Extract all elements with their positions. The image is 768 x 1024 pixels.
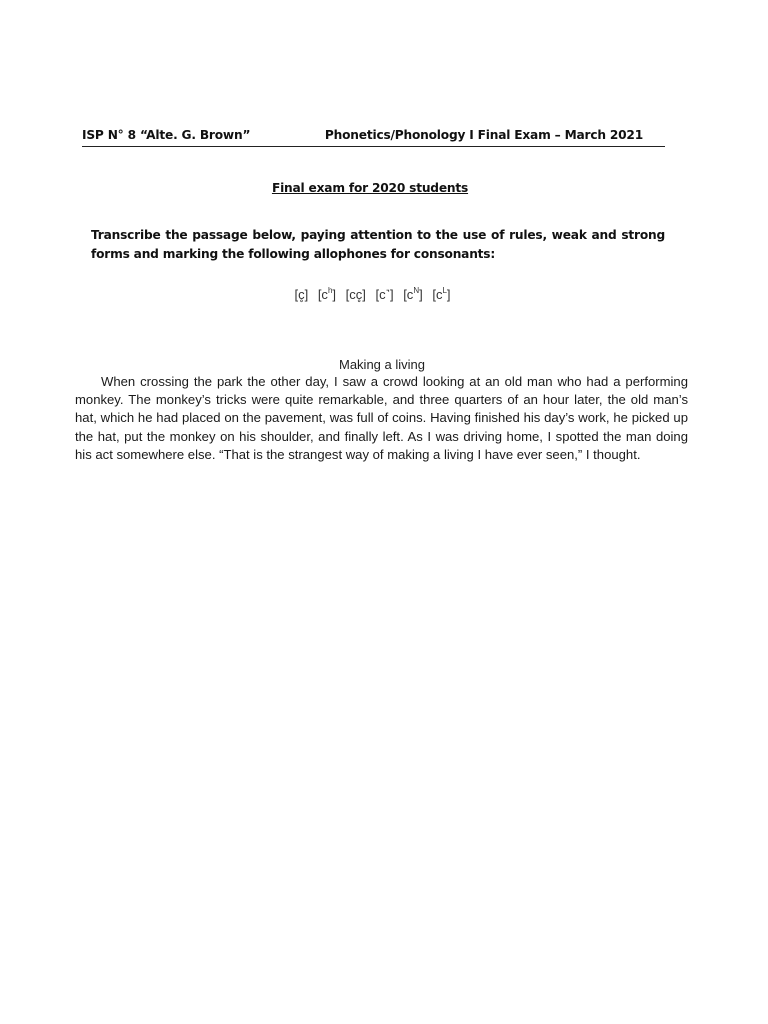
allophone-geminate: [cc̥] [345, 287, 366, 302]
allophone-lateral-release: $[c^L]$ [432, 286, 451, 302]
allophone-unreleased: [c˺] [375, 287, 394, 302]
exam-name: Phonetics/Phonology I Final Exam – March 2021 [324, 128, 643, 142]
allophone-nasal-release: $[c^N]$ [403, 286, 423, 302]
allophone-list [0, 286, 745, 302]
allophone-devoiced: [c̥] [294, 287, 309, 302]
allophone-aspirated: $[c^h]$ [317, 286, 337, 302]
institution-name: ISP N° 8 “Alte. G. Brown” [82, 128, 251, 142]
exam-title: Final exam for 2020 students [271, 181, 469, 195]
passage-text: When crossing the park the other day, I saw a crowd looking at an old man who had a performing monkey. The monkey’s tricks were quite remarkable, and three quarters of an hour later, the old man’s hat, which he had placed on the pavement, was full of coins. Having finished his day’s work, he picked up the hat, put the monkey on his shoulder, and finally left. As I was driving home, I spotted the man doing his act somewhere else. “That is the strangest way of making a living I have ever seen,” I thought. [75, 374, 688, 462]
instructions: Transcribe the passage below, paying attention to the use of rules, weak and strong forms and marking the following allophones for consonants: [91, 228, 665, 261]
passage-title: Making a living [339, 357, 425, 372]
page-header [82, 126, 665, 147]
